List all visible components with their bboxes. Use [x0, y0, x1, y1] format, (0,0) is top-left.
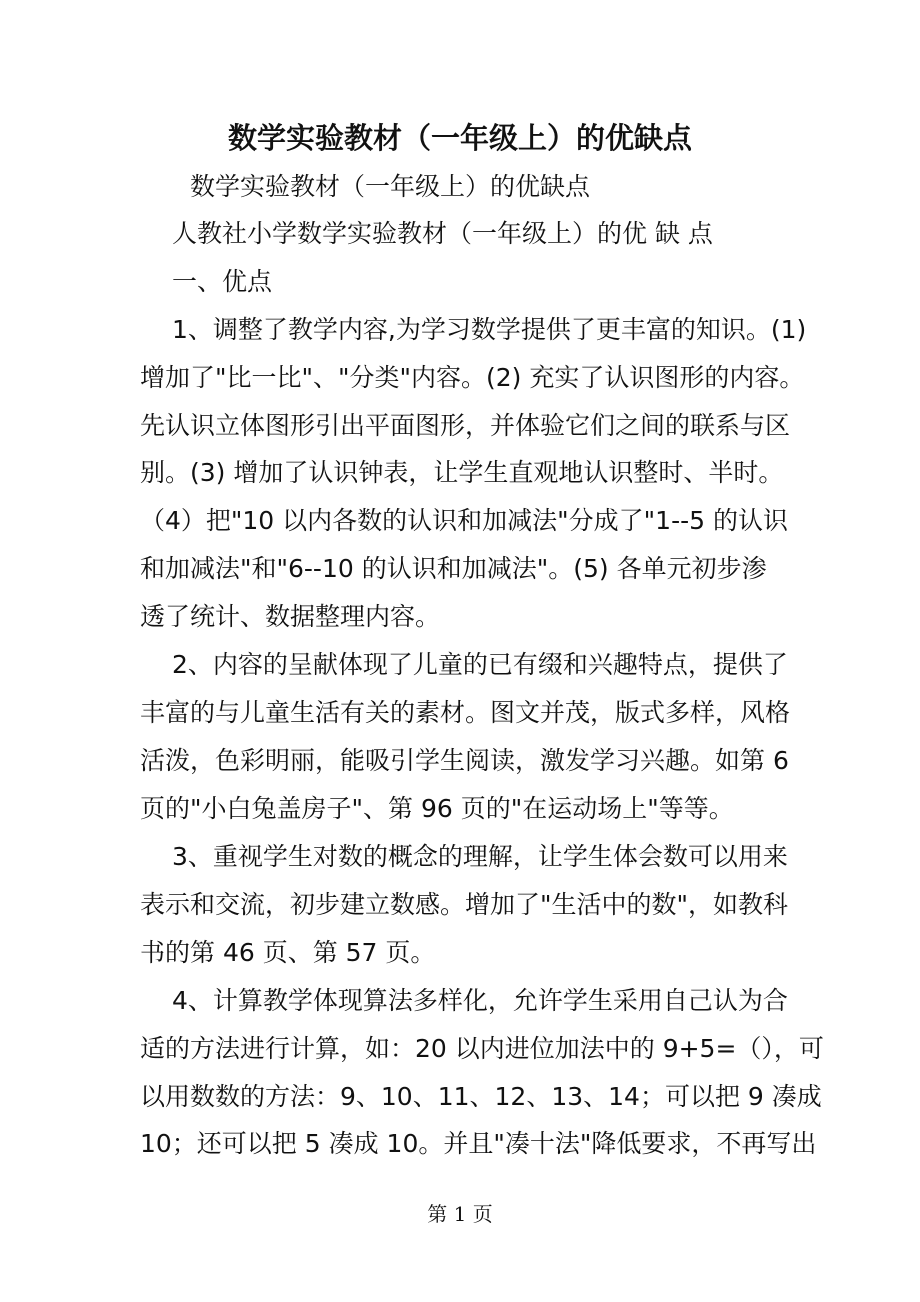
paragraph-line: 以用数数的方法：9、10、11、12、13、14；可以把 9 凑成	[140, 1082, 822, 1111]
subtitle: 数学实验教材（一年级上）的优缺点	[190, 172, 591, 201]
paragraph-line: 页的"小白兔盖房子"、第 96 页的"在运动场上"等等。	[140, 794, 734, 823]
paragraph-line: 2、内容的呈献体现了儿童的已有缀和兴趣特点，提供了	[172, 650, 788, 679]
paragraph-line: 适的方法进行计算，如：20 以内进位加法中的 9+5=（），可	[140, 1034, 824, 1063]
paragraph-line: 1、调整了教学内容,为学习数学提供了更丰富的知识。(1)	[172, 315, 807, 344]
paragraph-line: 增加了"比一比"、"分类"内容。(2) 充实了认识图形的内容。	[140, 363, 805, 392]
page-number: 第 1 页	[427, 1202, 493, 1226]
paragraph-line: 书的第 46 页、第 57 页。	[140, 938, 436, 967]
paragraph-line: 活泼，色彩明丽，能吸引学生阅读，激发学习兴趣。如第 6	[140, 746, 789, 775]
section-heading: 一、优点	[172, 267, 273, 296]
paragraph-line: 3、重视学生对数的概念的理解，让学生体会数可以用来	[172, 842, 788, 871]
document-title: 数学实验教材（一年级上）的优缺点	[227, 121, 692, 155]
paragraph-line: （4）把"10 以内各数的认识和加减法"分成了"1--5 的认识	[140, 506, 788, 535]
paragraph-line: 别。(3) 增加了认识钟表，让学生直观地认识整时、半时。	[140, 458, 784, 487]
paragraph-line: 透了统计、数据整理内容。	[140, 602, 441, 631]
source-line: 人教社小学数学实验教材（一年级上）的优 缺 点	[172, 219, 713, 248]
paragraph-line: 表示和交流，初步建立数感。增加了"生活中的数"，如教科	[140, 890, 789, 919]
paragraph-line: 丰富的与儿童生活有关的素材。图文并茂，版式多样，风格	[140, 698, 791, 727]
paragraph-line: 和加减法"和"6--10 的认识和加减法"。(5) 各单元初步渗	[140, 554, 767, 583]
paragraph-line: 4、计算教学体现算法多样化，允许学生采用自己认为合	[172, 986, 788, 1015]
paragraph-line: 先认识立体图形引出平面图形，并体验它们之间的联系与区	[140, 411, 791, 440]
paragraph-line: 10；还可以把 5 凑成 10。并且"凑十法"降低要求，不再写出	[140, 1129, 817, 1158]
